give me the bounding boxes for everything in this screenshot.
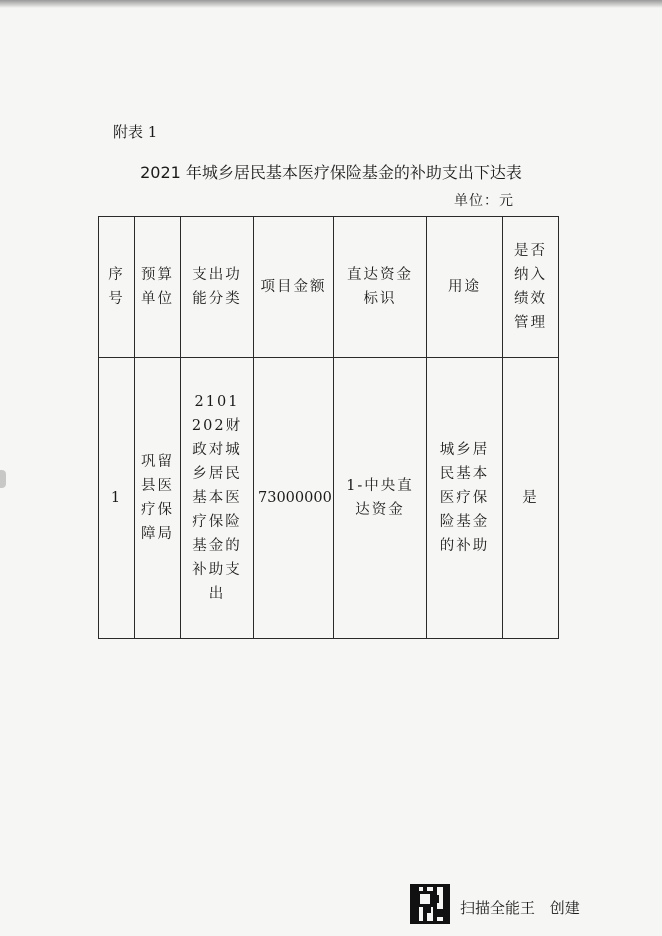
document-title: 2021 年城乡居民基本医疗保险基金的补助支出下达表 bbox=[140, 163, 522, 182]
cell-performance: 是 bbox=[503, 358, 559, 639]
cell-no: 1 bbox=[99, 358, 135, 639]
cell-budget-unit: 巩留县医疗保障局 bbox=[135, 358, 181, 639]
header-cell-budget-unit: 预算单位 bbox=[135, 217, 181, 358]
header-cell-no: 序号 bbox=[99, 217, 135, 358]
scan-top-edge bbox=[0, 0, 662, 8]
scanner-action: 创建 bbox=[549, 899, 580, 917]
header-cell-function-category: 支出功能分类 bbox=[181, 217, 254, 358]
header-cell-purpose: 用途 bbox=[427, 217, 503, 358]
unit-label: 单位：元 bbox=[454, 193, 514, 209]
scanner-app-name: 扫描全能王 bbox=[460, 899, 536, 917]
header-cell-direct-fund: 直达资金标识 bbox=[334, 217, 427, 358]
cell-amount: 73000000 bbox=[254, 358, 334, 639]
attachment-label: 附表 1 bbox=[113, 123, 158, 141]
qr-code-icon bbox=[410, 884, 450, 924]
allocation-table bbox=[98, 216, 559, 639]
cell-direct-fund: 1-中央直达资金 bbox=[334, 358, 427, 639]
table-header-row bbox=[99, 217, 559, 358]
header-cell-amount: 项目金额 bbox=[254, 217, 334, 358]
table-row bbox=[99, 358, 559, 639]
header-cell-performance: 是否纳入绩效管理 bbox=[503, 217, 559, 358]
cell-purpose: 城乡居民基本医疗保险基金的补助 bbox=[427, 358, 503, 639]
cell-function-category: 2101202财政对城乡居民基本医疗保险基金的补助支出 bbox=[181, 358, 254, 639]
scanner-watermark bbox=[460, 897, 580, 918]
scan-left-edge-mark bbox=[0, 470, 6, 488]
